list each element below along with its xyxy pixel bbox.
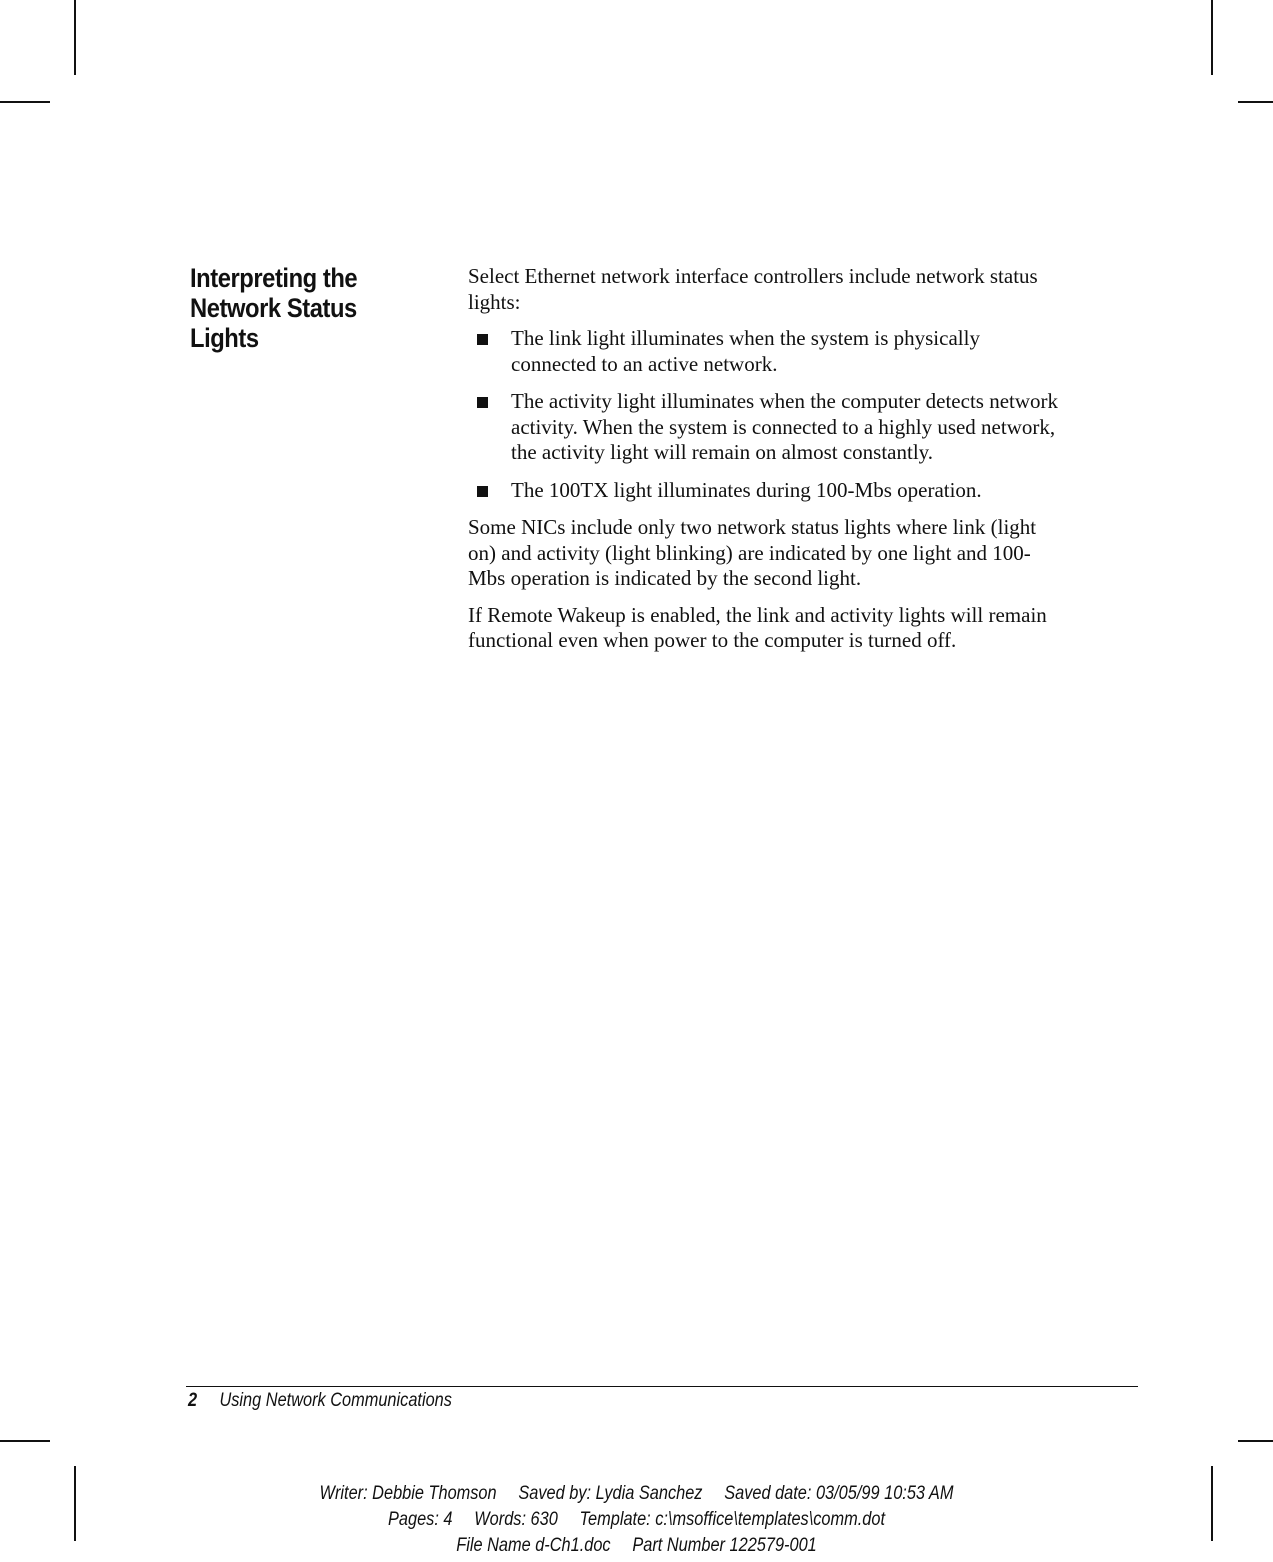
status-lights-list — [468, 326, 1068, 503]
crop-mark-bottom-right-horizontal — [1238, 1440, 1273, 1442]
meta-template: Template: c:\msoffice\templates\comm.dot — [579, 1509, 885, 1530]
document-metadata — [0, 1481, 1273, 1559]
list-item — [468, 326, 1068, 377]
square-bullet-icon — [477, 397, 488, 408]
crop-mark-top-left-horizontal — [0, 101, 50, 103]
list-item-text: The 100TX light illuminates during 100-Mbs operation. — [511, 477, 982, 502]
meta-saved-by: Saved by: Lydia Sanchez — [518, 1483, 703, 1504]
nic-lights-paragraph: Some NICs include only two network status lights where link (light on) and activity (light blinking) are indicated by one light and 100-Mbs operation is indicated by the second light. — [468, 515, 1037, 590]
square-bullet-icon — [477, 486, 488, 497]
page-number: 2 — [188, 1390, 198, 1411]
page-footer — [188, 1390, 452, 1412]
meta-pages: Pages: 4 — [388, 1509, 453, 1530]
crop-mark-top-right-horizontal — [1238, 101, 1273, 103]
heading-line-1: Interpreting the — [190, 263, 358, 293]
meta-words: Words: 630 — [474, 1509, 558, 1530]
chapter-title: Using Network Communications — [219, 1390, 452, 1411]
meta-writer: Writer: Debbie Thomson — [319, 1483, 497, 1504]
meta-line-3 — [89, 1533, 1184, 1559]
meta-line-2 — [89, 1507, 1184, 1533]
crop-mark-top-right-vertical — [1211, 0, 1213, 75]
square-bullet-icon — [477, 334, 488, 345]
meta-saved-date: Saved date: 03/05/99 10:53 AM — [724, 1483, 954, 1504]
list-item — [468, 389, 1068, 466]
heading-line-2: Network Status — [190, 293, 357, 323]
heading-line-3: Lights — [190, 323, 259, 353]
remote-wakeup-paragraph: If Remote Wakeup is enabled, the link and activity lights will remain functional even when power to the computer is turned off. — [468, 602, 1047, 652]
body-text — [468, 264, 1068, 665]
crop-mark-bottom-left-horizontal — [0, 1440, 50, 1442]
meta-file-name: File Name d-Ch1.doc — [456, 1535, 611, 1556]
meta-line-1 — [89, 1481, 1184, 1507]
intro-paragraph: Select Ethernet network interface controllers include network status lights: — [468, 264, 1038, 314]
meta-part-number: Part Number 122579-001 — [632, 1535, 817, 1556]
list-item-text: The activity light illuminates when the computer detects network activity. When the system is connected to a highly used network, the activity light will remain on almost constantly. — [511, 389, 1059, 464]
section-heading — [190, 263, 410, 353]
list-item-text: The link light illuminates when the system is physically connected to an active network. — [511, 326, 980, 376]
footer-rule — [186, 1386, 1138, 1387]
list-item — [468, 478, 1068, 504]
crop-mark-top-left-vertical — [74, 0, 76, 75]
